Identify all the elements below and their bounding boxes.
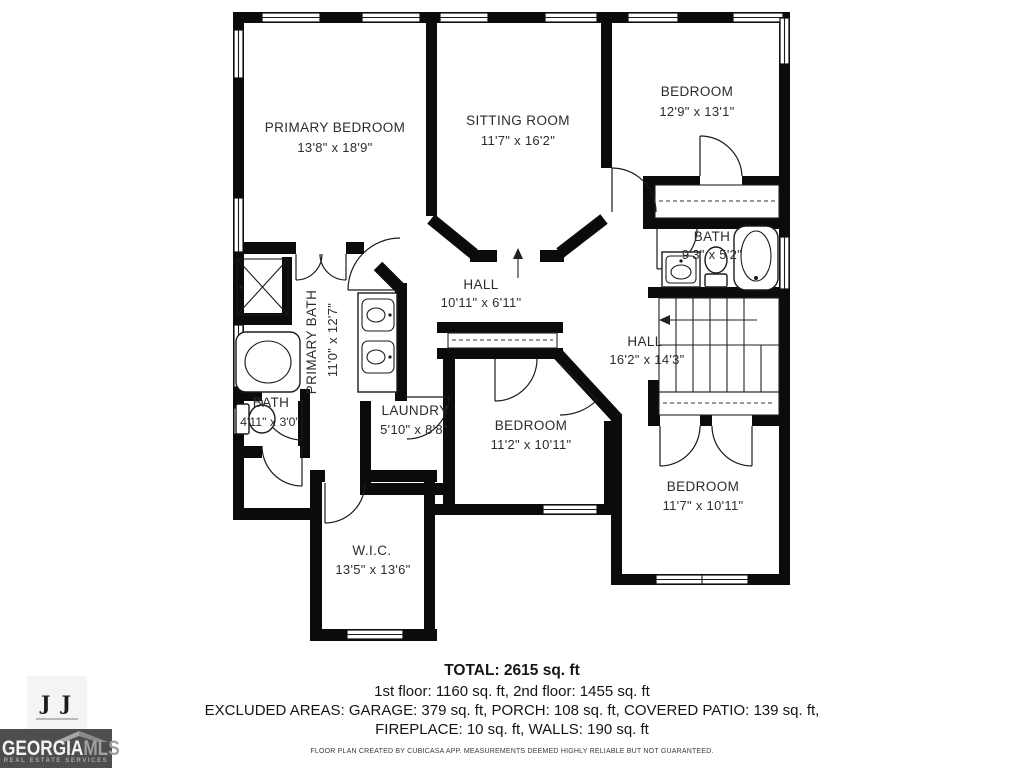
window <box>780 237 789 289</box>
door <box>325 483 365 523</box>
door <box>320 254 346 280</box>
door <box>262 446 302 486</box>
window <box>440 13 488 22</box>
room-dims-bedroom-middle: 11'2" x 10'11" <box>490 437 572 452</box>
window <box>347 630 403 639</box>
disclaimer: FLOOR PLAN CREATED BY CUBICASA APP. MEASUREMENTS DEEMED HIGHLY RELIABLE BUT NOT GUARANTEED. <box>310 748 714 755</box>
room-dims-primary-bath: 11'0" x 12'7" <box>325 302 340 378</box>
hall-entry-arrow <box>513 248 523 278</box>
door <box>712 426 752 466</box>
mls-mls-text: MLS <box>83 737 120 760</box>
area-summary <box>0 662 1024 755</box>
window <box>656 575 748 584</box>
room-dims-hall-center: 10'11" x 6'11" <box>440 295 522 310</box>
room-label-bedroom-bottom-right: BEDROOM <box>666 479 740 494</box>
room-dims-hall-right: 16'2" x 14'3" <box>609 352 685 367</box>
builder-logo <box>27 676 87 734</box>
window <box>234 30 243 78</box>
room-dims-bath-left: 4'11" x 3'0" <box>240 415 300 429</box>
builder-tagline-line <box>36 718 78 720</box>
georgia-mls-logo <box>0 729 120 768</box>
room-label-hall-right: HALL <box>627 334 663 349</box>
door <box>495 359 537 401</box>
room-dims-wic: 13'5" x 13'6" <box>335 562 411 577</box>
room-dims-sitting-room: 11'7" x 16'2" <box>480 133 556 148</box>
window <box>262 13 320 22</box>
shower <box>237 259 288 315</box>
excluded-areas-line2: FIREPLACE: 10 sq. ft, WALLS: 190 sq. ft <box>375 721 649 738</box>
room-label-sitting-room: SITTING ROOM <box>466 113 570 128</box>
door <box>660 426 700 466</box>
stairs-direction-arrow <box>659 315 757 325</box>
window <box>543 505 597 514</box>
bathtub-primary <box>236 332 300 392</box>
room-label-bath-top-right: BATH <box>693 229 731 244</box>
mls-georgia-text: GEORGIA <box>2 737 84 760</box>
room-dims-primary-bedroom: 13'8" x 18'9" <box>297 140 373 155</box>
room-label-primary-bedroom: PRIMARY BEDROOM <box>264 120 406 135</box>
mls-tagline: REAL ESTATE SERVICES <box>3 758 109 764</box>
room-dims-bedroom-top-right: 12'9" x 13'1" <box>659 104 735 119</box>
room-label-hall-center: HALL <box>463 277 499 292</box>
closet <box>655 185 779 218</box>
total-area: TOTAL: 2615 sq. ft <box>444 662 580 679</box>
room-dims-bath-top-right: 9'3" x 5'2" <box>681 247 743 262</box>
window <box>234 198 243 252</box>
room-label-bedroom-top-right: BEDROOM <box>660 84 734 99</box>
room-label-bath-left: BATH <box>252 395 290 410</box>
room-label-wic: W.I.C. <box>352 543 392 558</box>
window <box>733 13 783 22</box>
floor-areas: 1st floor: 1160 sq. ft, 2nd floor: 1455 sq. ft <box>374 683 650 700</box>
closet <box>448 333 557 348</box>
door <box>700 136 742 176</box>
builder-monogram: J J <box>41 690 73 715</box>
double-vanity <box>358 293 397 392</box>
room-dims-bedroom-bottom-right: 11'7" x 10'11" <box>662 498 744 513</box>
room-label-primary-bath: PRIMARY BATH <box>304 289 319 395</box>
window <box>628 13 678 22</box>
door <box>296 254 322 280</box>
window <box>780 18 789 64</box>
room-label-laundry: LAUNDRY <box>381 403 449 418</box>
room-dims-laundry: 5'10" x 8'8" <box>380 422 448 437</box>
excluded-areas-line1: EXCLUDED AREAS: GARAGE: 379 sq. ft, PORCH: 108 sq. ft, COVERED PATIO: 139 sq. ft, <box>204 702 820 719</box>
window <box>362 13 420 22</box>
window <box>545 13 597 22</box>
room-label-bedroom-middle: BEDROOM <box>494 418 568 433</box>
understairs-closet <box>659 392 779 415</box>
